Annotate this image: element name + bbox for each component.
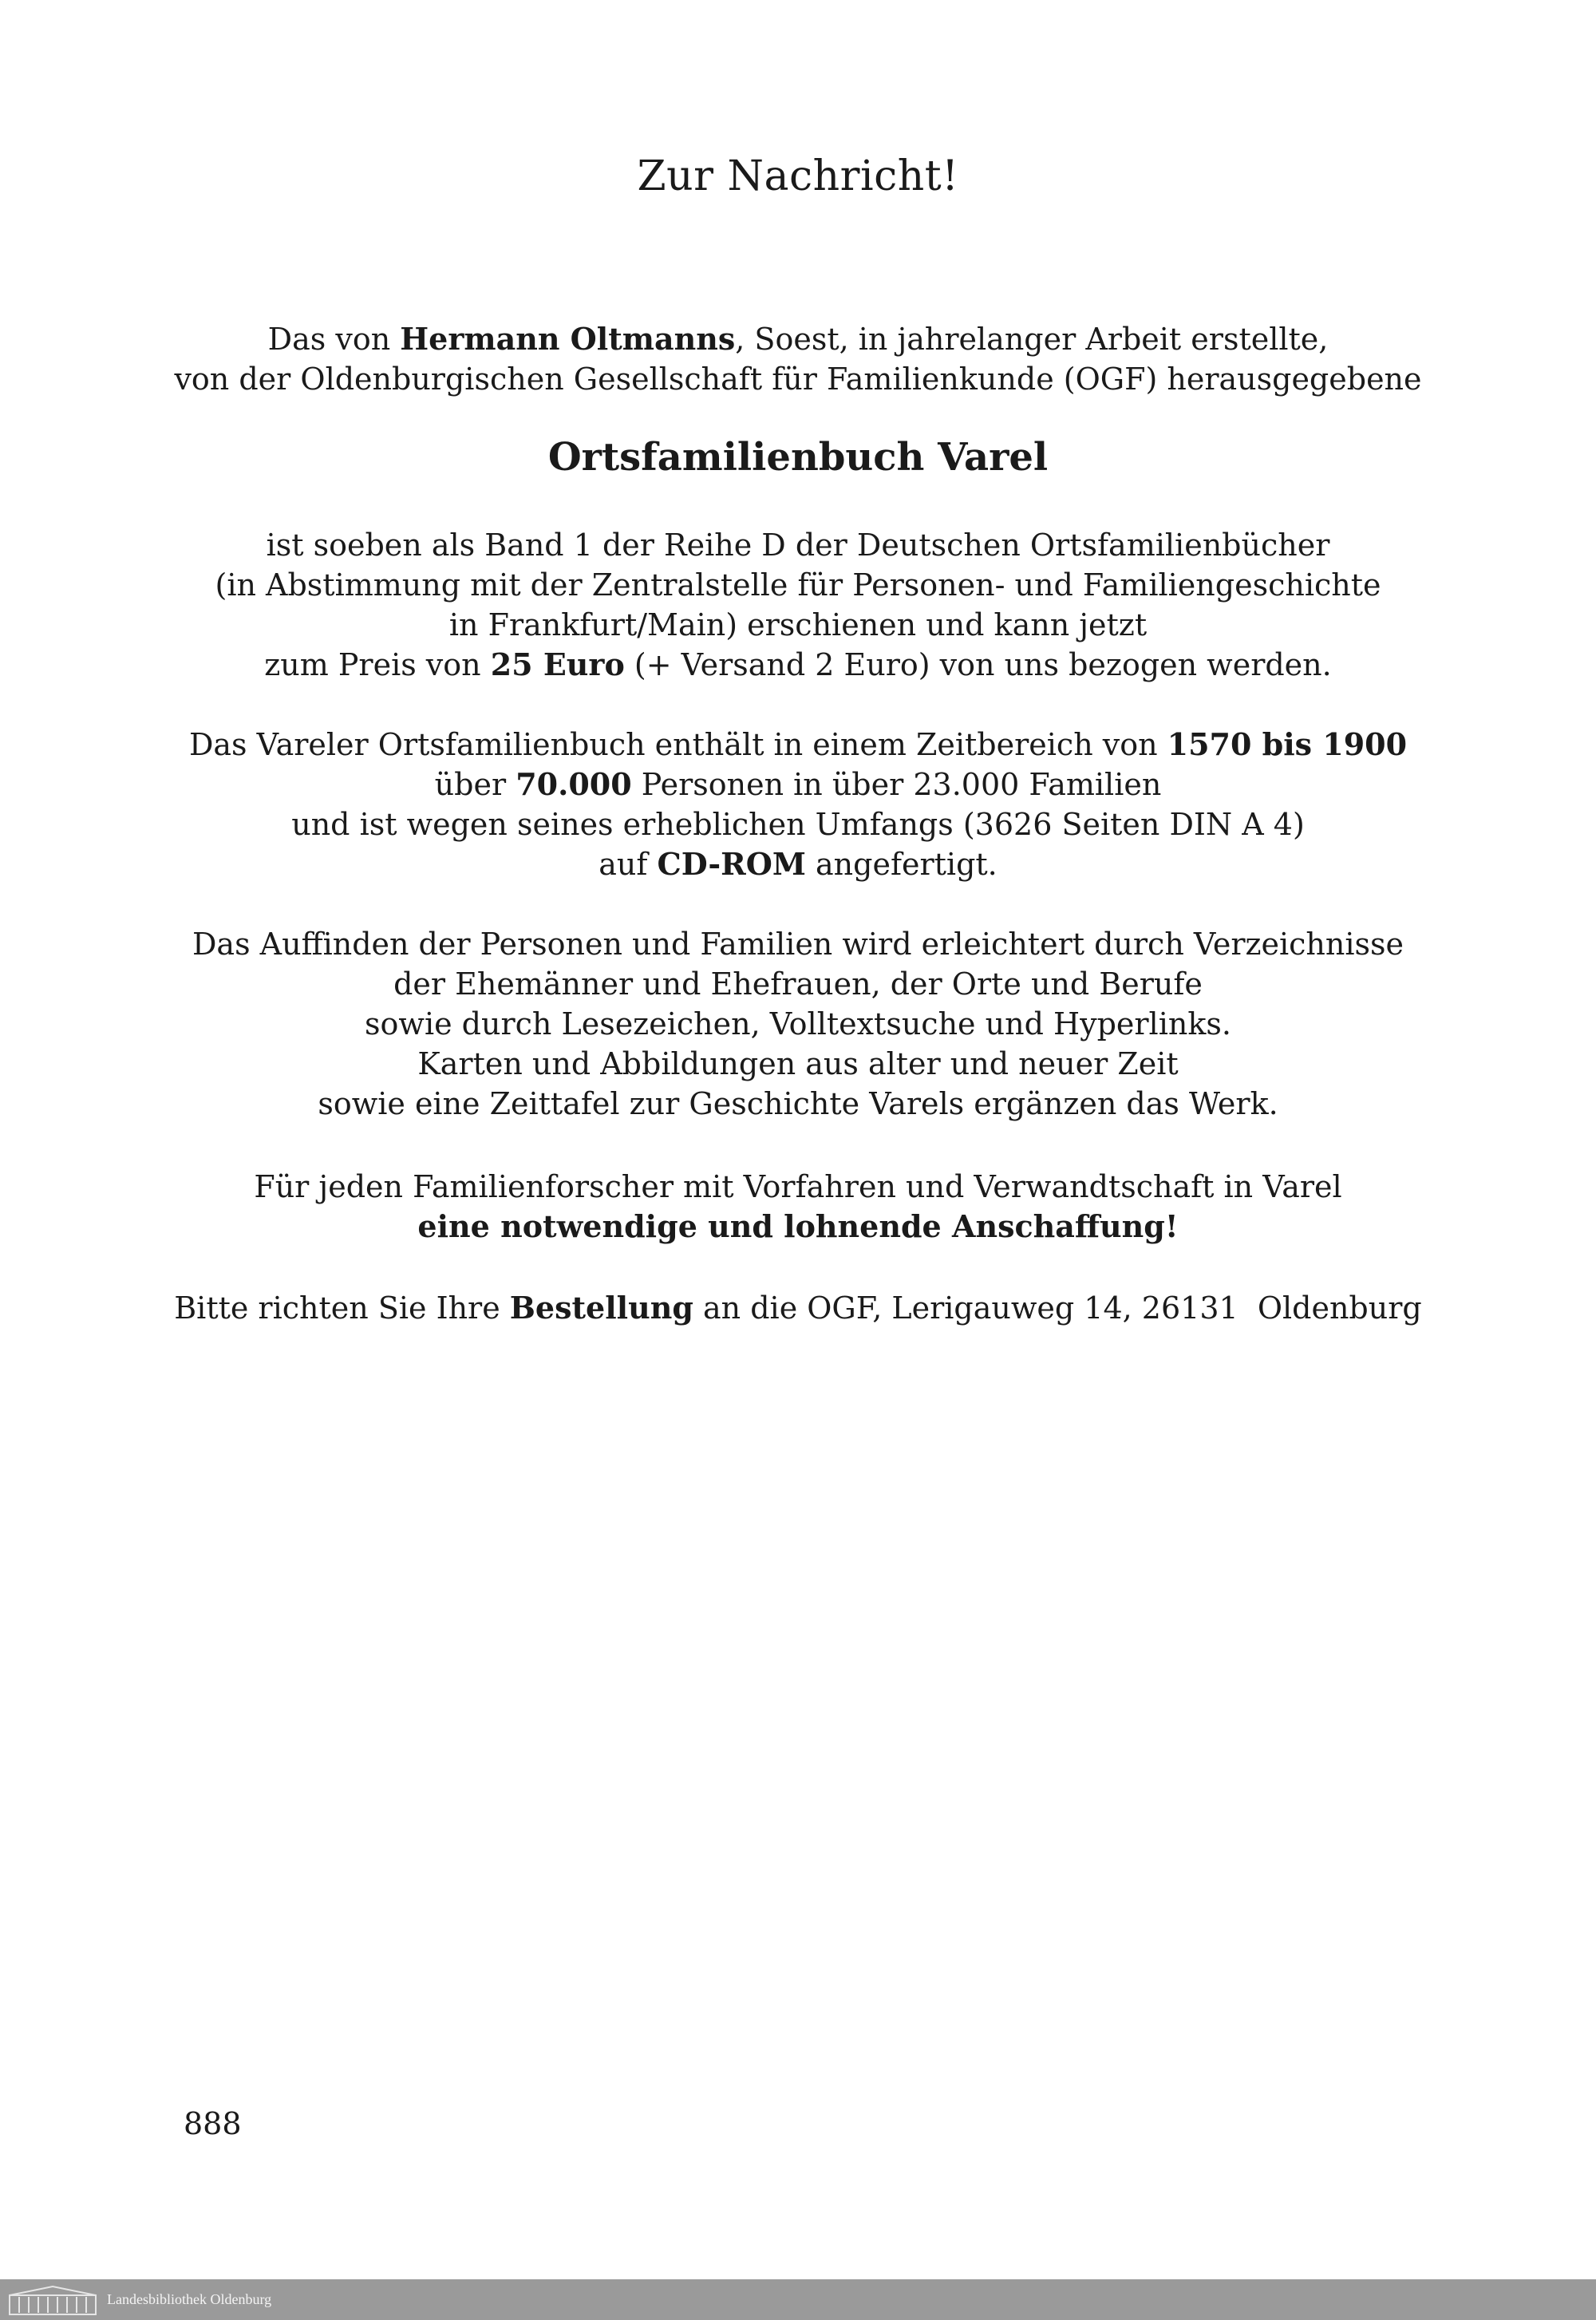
scope-line-2: über 70.000 Personen in über 23.000 Familien bbox=[434, 766, 1162, 802]
footer-bar bbox=[0, 2279, 1596, 2320]
features-line-5: sowie eine Zeittafel zur Geschichte Varels ergänzen das Werk. bbox=[318, 1086, 1278, 1121]
release-line-2: (in Abstimmung mit der Zentralstelle für Personen- und Familiengeschichte bbox=[215, 567, 1381, 603]
features-line-4: Karten und Abbildungen aus alter und neuer Zeit bbox=[417, 1046, 1179, 1081]
author-name: Hermann Oltmanns bbox=[400, 321, 736, 357]
release-line-4: zum Preis von 25 Euro (+ Versand 2 Euro) von uns bezogen werden. bbox=[264, 646, 1332, 682]
scope-line-4: auf CD-ROM angefertigt. bbox=[598, 846, 998, 882]
order-paragraph bbox=[0, 1288, 1596, 1328]
page-title: Zur Nachricht! bbox=[637, 152, 959, 200]
order-keyword: Bestellung bbox=[509, 1290, 693, 1326]
intro-line-2: von der Oldenburgischen Gesellschaft für Familienkunde (OGF) herausgegebene bbox=[174, 362, 1422, 397]
scope-paragraph bbox=[0, 725, 1596, 884]
recommendation-line-1: Für jeden Familienforscher mit Vorfahren und Verwandtschaft in Varel bbox=[254, 1169, 1342, 1204]
release-line-1: ist soeben als Band 1 der Reihe D der Deutschen Ortsfamilienbücher bbox=[266, 528, 1330, 563]
person-count: 70.000 bbox=[516, 766, 632, 802]
library-building-icon bbox=[8, 2284, 97, 2316]
intro-line-1: Das von Hermann Oltmanns, Soest, in jahrelanger Arbeit erstellte, bbox=[267, 321, 1329, 357]
time-range: 1570 bis 1900 bbox=[1167, 726, 1408, 762]
scope-line-3: und ist wegen seines erheblichen Umfangs (3626 Seiten DIN A 4) bbox=[291, 807, 1305, 842]
intro-paragraph bbox=[0, 319, 1596, 399]
order-line: Bitte richten Sie Ihre Bestellung an die OGF, Lerigauweg 14, 26131 Oldenburg bbox=[174, 1290, 1422, 1326]
price: 25 Euro bbox=[490, 646, 625, 682]
release-line-3: in Frankfurt/Main) erschienen und kann jetzt bbox=[448, 607, 1148, 642]
features-paragraph bbox=[0, 924, 1596, 1124]
features-line-3: sowie durch Lesezeichen, Volltextsuche und Hyperlinks. bbox=[365, 1006, 1231, 1041]
recommendation-line-2: eine notwendige und lohnende Anschaffung! bbox=[417, 1208, 1179, 1244]
book-title: Ortsfamilienbuch Varel bbox=[547, 435, 1049, 480]
release-paragraph bbox=[0, 525, 1596, 685]
library-name: Landesbibliothek Oldenburg bbox=[107, 2291, 272, 2307]
medium: CD-ROM bbox=[657, 846, 806, 882]
scope-line-1: Das Vareler Ortsfamilienbuch enthält in einem Zeitbereich von 1570 bis 1900 bbox=[188, 726, 1408, 762]
page-number: 888 bbox=[184, 2106, 242, 2141]
features-line-1: Das Auffinden der Personen und Familien wird erleichtert durch Verzeichnisse bbox=[192, 927, 1404, 962]
recommendation-paragraph bbox=[0, 1167, 1596, 1247]
features-line-2: der Ehemänner und Ehefrauen, der Orte und Berufe bbox=[393, 966, 1203, 1002]
